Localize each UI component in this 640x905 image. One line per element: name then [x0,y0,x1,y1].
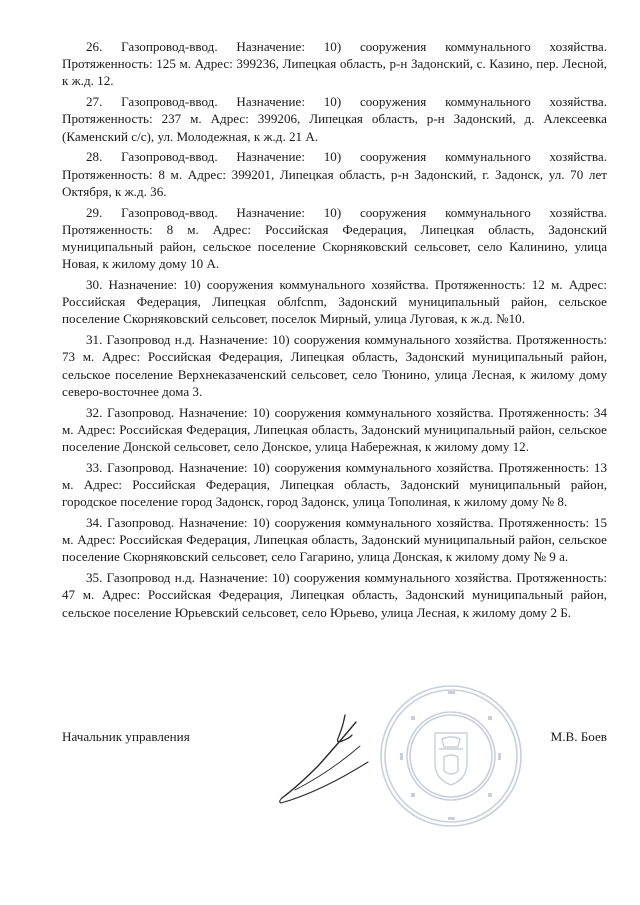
signatory-title: Начальник управления [62,729,190,744]
list-item: 26. Газопровод-ввод. Назначение: 10) сооружения коммунального хозяйства. Протяженность: 125 м. Адрес: 399236, Липецкая область, р-н Задонский, с. Казино, пер. Лесной, к ж.д. 12. [62,39,607,89]
list-item: 28. Газопровод-ввод. Назначение: 10) сооружения коммунального хозяйства. Протяженность: 8 м. Адрес: 399201, Липецкая область, р-н Задонский, г. Задонск, ул. 70 лет Октября, к ж.д. 36. [62,149,607,199]
list-item: 32. Газопровод. Назначение: 10) сооружения коммунального хозяйства. Протяженность: 34 м. Адрес: Российская Федерация, Липецкая область, Задонский муниципальный район, сельское поселение Донской сельсовет, село Донское, улица Набережная, к жилому дому 12. [62,404,607,455]
signatory-name: М.В. Боев [550,729,607,744]
list-item: 29. Газопровод-ввод. Назначение: 10) сооружения коммунального хозяйства. Протяженность: 8 м. Адрес: Российская Федерация, Липецкая область, Задонский муниципальный район, сельское поселение Скорняковский сельсовет, село Калинино, улица Новая, к жилому дому 10 А. [62,204,607,272]
signature-block [62,729,607,745]
list-item: 31. Газопровод н.д. Назначение: 10) сооружения коммунального хозяйства. Протяженность: 73 м. Адрес: Российская Федерация, Липецкая область, Задонский муниципальный район, сельское поселение Верхнеказаченский сельсовет, село Тюнино, улица Лесная, к жилому дому северо-восточнее дома 3. [62,332,607,399]
official-seal-icon [378,683,524,829]
list-item: 30. Назначение: 10) сооружения коммунального хозяйства. Протяженность: 12 м. Адрес: Российская Федерация, Липецкая облfcnm, Задонский муниципальный район, сельское поселение Скорняковский сельсовет, поселок Мирный, улица Луговая, к ж.д. №10. [62,277,607,327]
list-item: 27. Газопровод-ввод. Назначение: 10) сооружения коммунального хозяйства. Протяженность: 237 м. Адрес: 399206, Липецкая область, р-н Задонский, д. Алексеевка (Каменский с/с), ул. Молодежная, к ж.д. 21 А. [62,94,607,144]
list-item: 35. Газопровод н.д. Назначение: 10) сооружения коммунального хозяйства. Протяженность: 47 м. Адрес: Российская Федерация, Липецкая область, Задонский муниципальный район, сельское поселение Юрьевский сельсовет, село Юрьево, улица Лесная, к жилому дому 2 Б. [62,570,607,620]
handwritten-signature-icon [260,712,400,812]
list-item: 34. Газопровод. Назначение: 10) сооружения коммунального хозяйства. Протяженность: 15 м. Адрес: Российская Федерация, Липецкая область, Задонский муниципальный район, сельское поселение Скорняковский сельсовет, село Гагарино, улица Донская, к жилому дому № 9 а. [62,515,607,565]
document-body [62,38,607,624]
list-item: 33. Газопровод. Назначение: 10) сооружения коммунального хозяйства. Протяженность: 13 м. Адрес: Российская Федерация, Липецкая область, Задонский муниципальный район, городское поселение город Задонск, город Задонск, улица Тополиная, к жилому дому № 8. [62,459,607,510]
